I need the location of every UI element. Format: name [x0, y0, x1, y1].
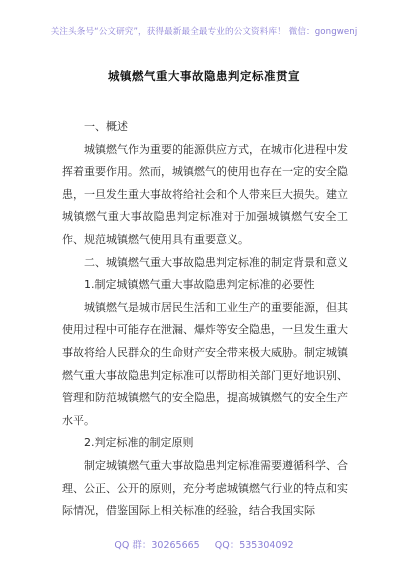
- document-title: 城镇燃气重大事故隐患判定标准贯宣: [108, 69, 300, 83]
- document-body: [62, 116, 348, 523]
- section-heading-background: 二、城镇燃气重大事故隐患判定标准的制定背景和意义: [84, 255, 348, 269]
- subheading-necessity: 1.制定城镇燃气重大事故隐患判定标准的必要性: [84, 278, 315, 292]
- section-heading-overview: 一、概述: [84, 120, 128, 133]
- subheading-principles: 2.判定标准的制定原则: [84, 436, 194, 450]
- header-promo-note: 关注头条号“公文研究”，获得最新最全最专业的公文资料库！ 微信：gongwenj: [50, 27, 358, 37]
- paragraph-overview: 城镇燃气作为重要的能源供应方式，在城市化进程中发挥着重要作用。然而，城镇燃气的使用也存在一定的安全隐患，一旦发生重大事故将给社会和个人带来巨大损失。建立城镇燃气重大事故隐患判定标准对于加强城镇燃气安全工作、规范城镇燃气使用具有重要意义。: [62, 142, 348, 246]
- footer-qq-group: QQ 群：30265665: [114, 540, 200, 551]
- paragraph-necessity: 城镇燃气是城市居民生活和工业生产的重要能源，但其使用过程中可能存在泄漏、爆炸等安全隐患，一旦发生重大事故将给人民群众的生命财产安全带来极大威胁。制定城镇燃气重大事故隐患判定标准可以帮助相关部门更好地识别、管理和防范城镇燃气的安全隐患，提高城镇燃气的安全生产水平。: [62, 300, 348, 427]
- footer-contact: [0, 537, 408, 551]
- footer-qq: QQ：535304092: [214, 540, 294, 551]
- paragraph-principles: 制定城镇燃气重大事故隐患判定标准需要遵循科学、合理、公正、公开的原则，充分考虑城镇燃气行业的特点和实际情况，借鉴国际上相关标准的经验，结合我国实际: [62, 458, 348, 518]
